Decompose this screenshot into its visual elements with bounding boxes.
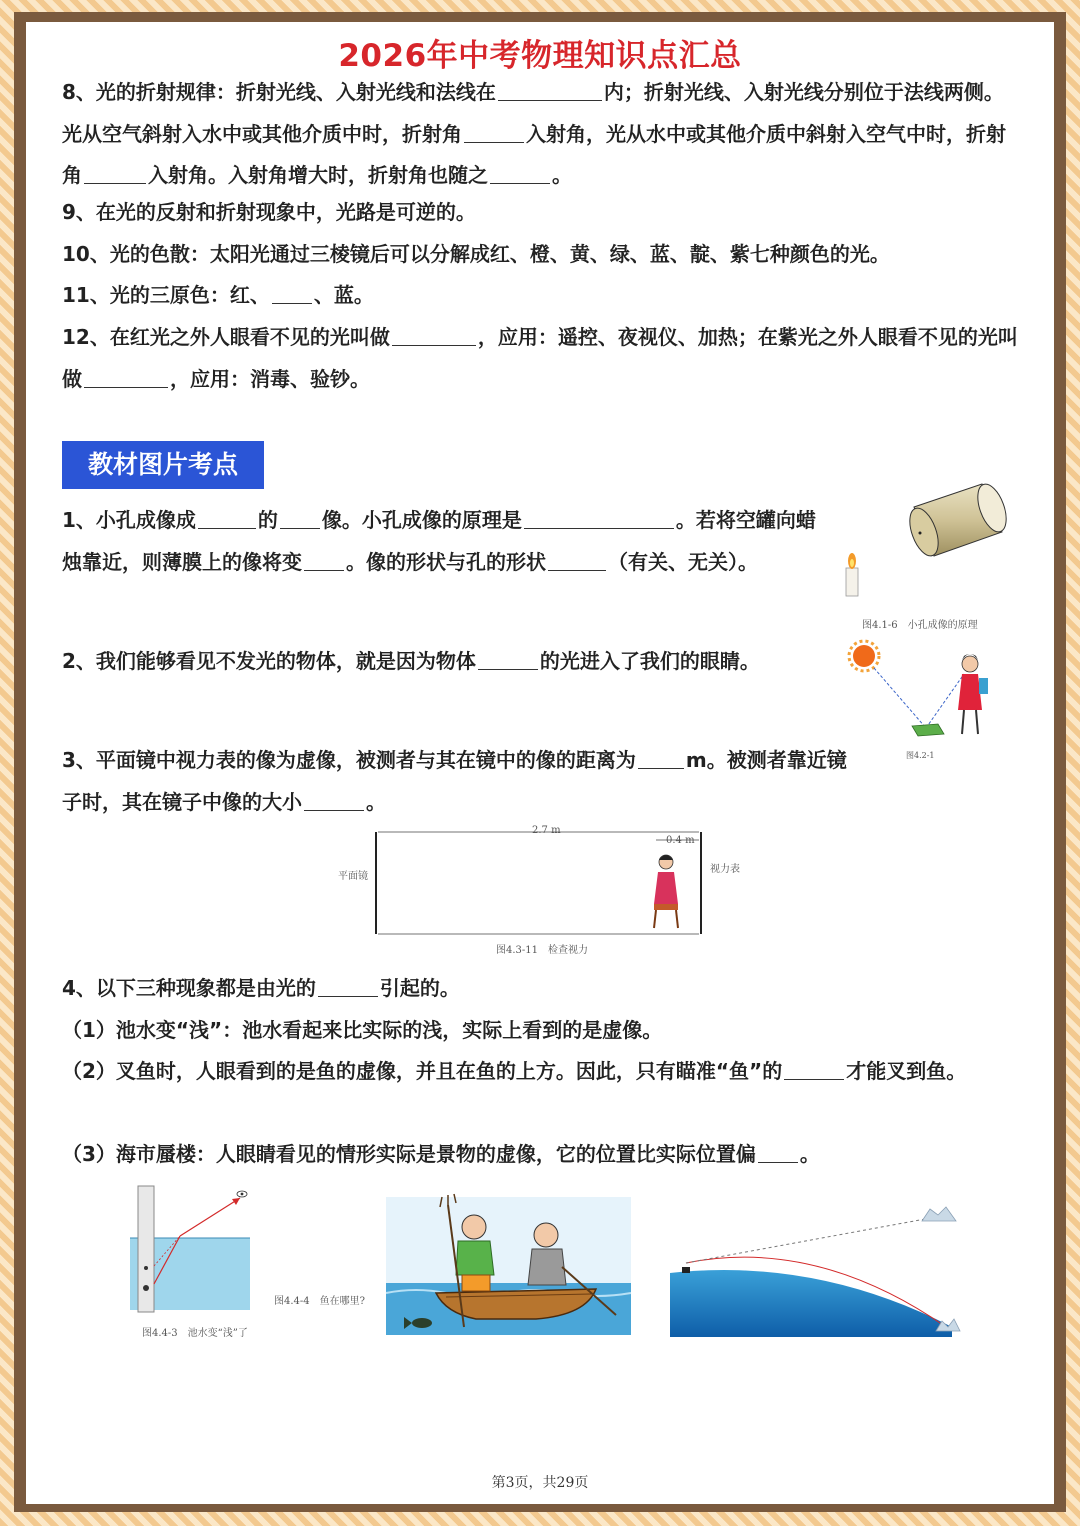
item-12-text-b: ，应用：遥控、夜视仪、加热；在紫光之外人眼看不见的光叫做	[62, 325, 1018, 391]
reflection-figure	[846, 634, 996, 744]
blank	[524, 506, 674, 529]
blank	[272, 281, 312, 304]
chart-label: 视力表	[710, 864, 740, 875]
item-8-text-d: 入射角。入射角增大时，折射角也随之	[148, 163, 488, 187]
point-2-text-b: 的光进入了我们的眼睛。	[539, 649, 760, 673]
item-11-text-a: 11、光的三原色：红、	[62, 283, 270, 307]
point-4-sub-3-text-a: （3）海市蜃楼：人眼睛看见的情形实际是景物的虚像，它的位置比实际位置偏	[62, 1142, 756, 1166]
point-3-text-b: m。被测者靠近镜子时，其在镜子中像的大小	[62, 748, 847, 814]
item-8-text-b: 内；折射光线、入射光线分别位于法线两侧。光从空气斜射入水中或其他介质中时，折射角	[62, 80, 1004, 146]
point-1-text-b: 的	[257, 508, 278, 532]
point-4-sub-2	[62, 1051, 1020, 1093]
ship-icon	[682, 1267, 690, 1273]
blank	[498, 78, 602, 101]
mirror-distance: 2.7 m	[532, 825, 561, 836]
blank	[84, 161, 146, 184]
reflection-caption: 图4.2-1	[906, 751, 935, 760]
blank	[638, 746, 684, 769]
item-11	[62, 275, 1020, 317]
pool-caption: 图4.4-3 池水变“浅”了	[142, 1328, 248, 1339]
item-8	[62, 72, 1020, 197]
fishing-figure	[386, 1197, 631, 1335]
pool-wall	[138, 1186, 154, 1312]
point-4-sub-2-text-b: 才能叉到鱼。	[846, 1059, 967, 1083]
item-12-text-a: 12、在红光之外人眼看不见的光叫做	[62, 325, 390, 349]
blank	[784, 1057, 844, 1080]
point-2	[62, 641, 842, 683]
blank	[304, 788, 364, 811]
candle-icon	[846, 553, 858, 596]
point-1	[62, 500, 822, 583]
point-3-text-a: 3、平面镜中视力表的像为虚像，被测者与其在镜中的像的距离为	[62, 748, 636, 772]
item-12	[62, 317, 1020, 400]
item-11-text-b: 、蓝。	[313, 283, 374, 307]
sun-icon	[849, 641, 879, 671]
blank	[84, 365, 168, 388]
point-4	[62, 968, 1020, 1010]
item-8-text-c: 入射角，光从水中或其他介质中斜射入空气中时，折射角	[62, 121, 1006, 187]
seated-girl-icon	[654, 855, 678, 928]
item-12-text-c: ，应用：消毒、验钞。	[170, 366, 370, 391]
mirror-label: 平面镜	[338, 871, 368, 882]
mirage-figure	[666, 1197, 962, 1337]
blank	[478, 647, 538, 670]
section-heading: 教材图片考点	[62, 441, 264, 489]
point-1-text-d: 。若将空罐向蜡烛靠近，则薄膜上的像将变	[62, 508, 816, 574]
point-4-text-b: 引起的。	[379, 976, 460, 1000]
chart-distance: 0.4 m	[666, 835, 695, 846]
point-4-sub-1: （1）池水变“浅”：池水看起来比实际的浅，实际上看到的是虚像。	[62, 1018, 663, 1042]
point-1-text-c: 像。小孔成像的原理是	[321, 508, 522, 532]
blank	[464, 120, 524, 143]
blank	[198, 506, 256, 529]
point-1-text-f: （有关、无关）。	[608, 549, 758, 574]
point-4-sub-3-text-b: 。	[799, 1142, 820, 1166]
eye-icon	[237, 1191, 247, 1197]
point-3-text-c: 。	[366, 789, 386, 814]
point-3	[62, 740, 852, 823]
item-8-text-a: 8、光的折射规律：折射光线、入射光线和法线在	[62, 80, 496, 104]
point-1-text-e: 。像的形状与孔的形状	[346, 549, 546, 574]
pinhole-figure	[832, 472, 1012, 612]
can-icon	[904, 480, 1012, 559]
blank	[758, 1140, 798, 1163]
document-page	[26, 22, 1054, 1504]
book-icon	[912, 724, 944, 736]
page-title: 2026年中考物理知识点汇总	[338, 38, 742, 74]
point-2-text-a: 2、我们能够看见不发光的物体，就是因为物体	[62, 649, 476, 673]
item-8-text-e: 。	[552, 163, 572, 187]
pinhole-caption: 图4.1-6 小孔成像的原理	[862, 620, 978, 631]
item-9: 9、在光的反射和折射现象中，光路是可逆的。	[62, 200, 476, 224]
blank	[318, 974, 378, 997]
point-4-sub-2-text-a: （2）叉鱼时，人眼看到的是鱼的虚像，并且在鱼的上方。因此，只有瞄准“鱼”的	[62, 1059, 783, 1083]
blank	[490, 161, 550, 184]
blank	[548, 548, 606, 571]
point-1-text-a: 1、小孔成像成	[62, 508, 196, 532]
blank	[392, 323, 476, 346]
page-number: 第3页，共29页	[491, 1475, 589, 1491]
mirror-caption: 图4.3-11 检查视力	[496, 945, 589, 956]
girl-icon	[958, 654, 988, 734]
blank	[304, 548, 344, 571]
pool-figure	[126, 1184, 256, 1324]
blank	[280, 506, 320, 529]
eye-test-figure	[366, 822, 716, 940]
point-4-text-a: 4、以下三种现象都是由光的	[62, 976, 316, 1000]
item-10: 10、光的色散：太阳光通过三棱镜后可以分解成红、橙、黄、绿、蓝、靛、紫七种颜色的光。	[62, 242, 890, 266]
point-4-sub-3	[62, 1134, 1020, 1176]
fish-caption: 图4.4-4 鱼在哪里?	[274, 1296, 366, 1307]
